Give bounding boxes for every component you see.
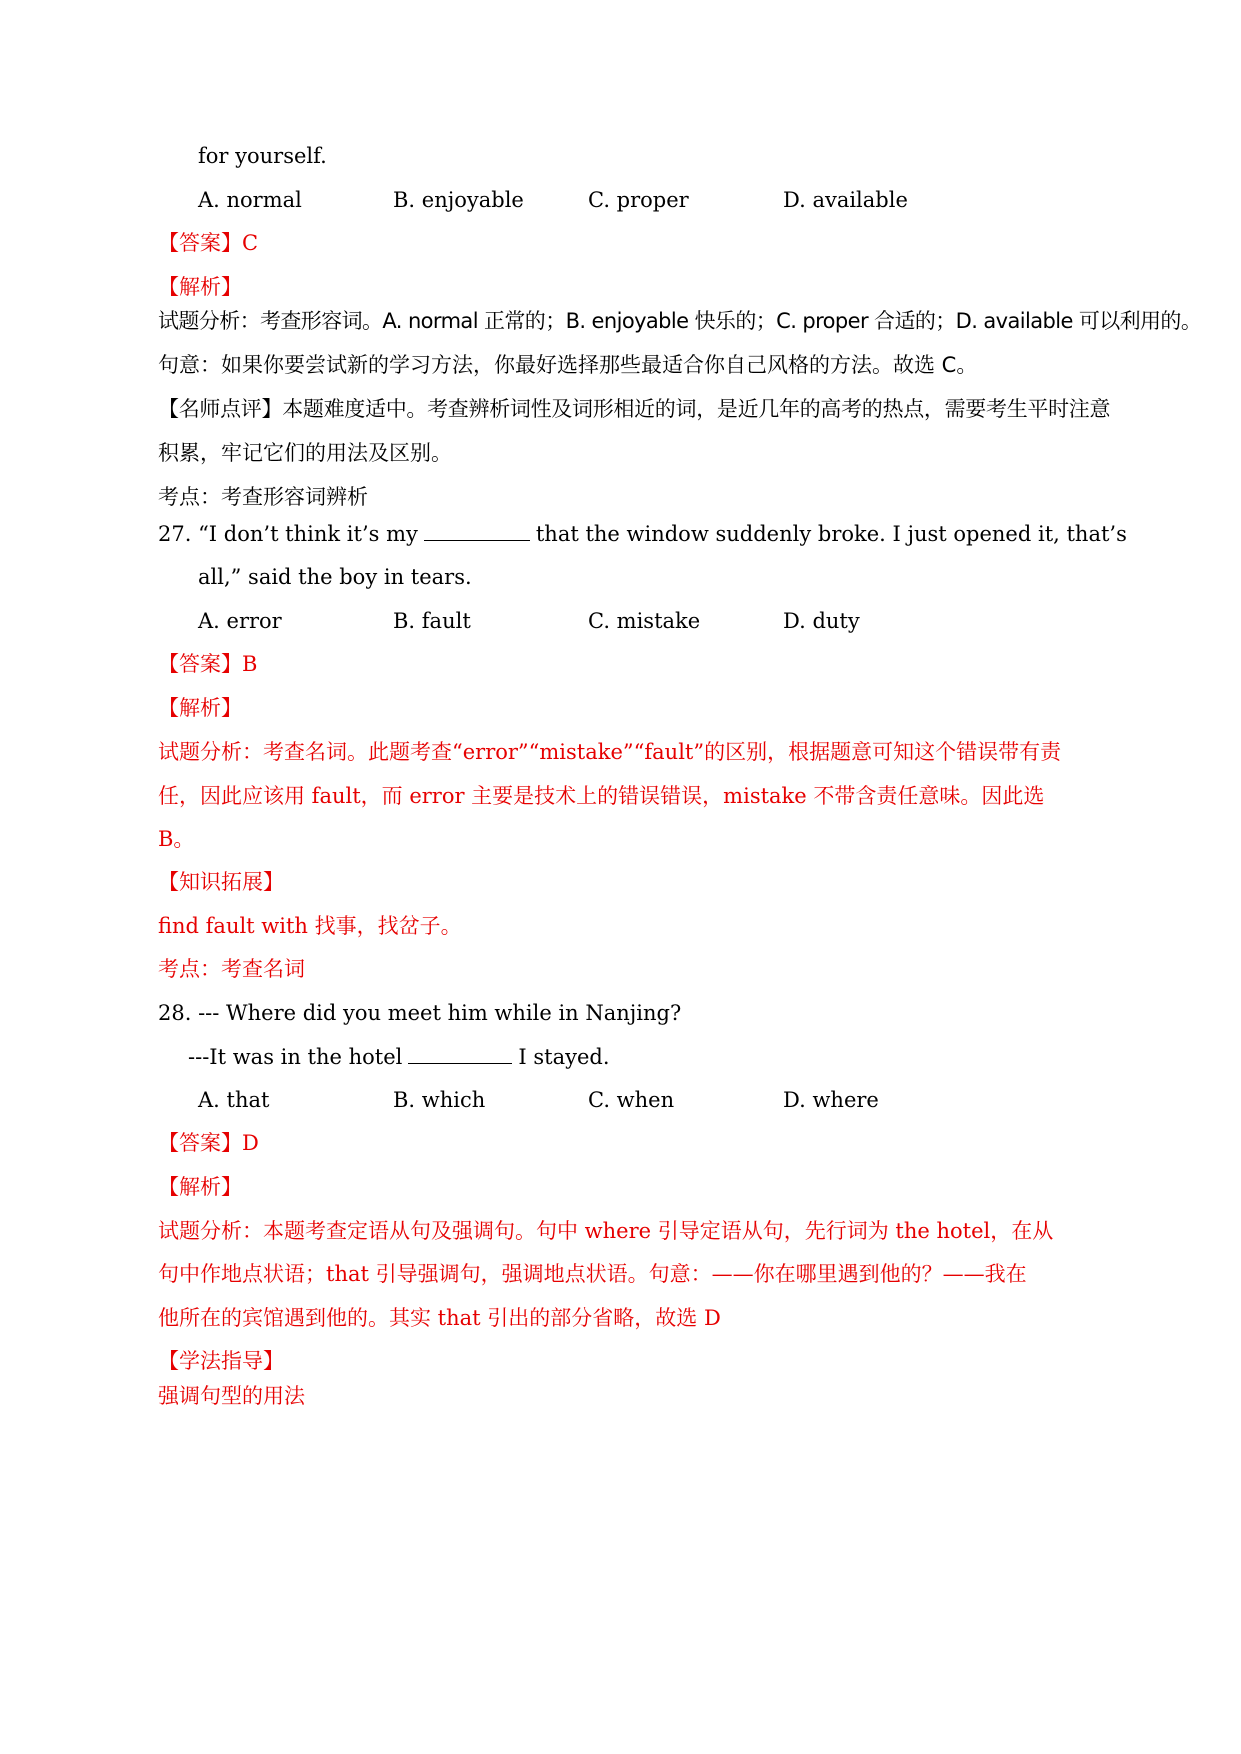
q26-teacher-comment-line-1: 【名师点评】本题难度适中。考查辨析词性及词形相近的词，是近几年的高考的热点，需要考生平时注意 (158, 397, 1111, 421)
q26-analysis-label: 【解析】 (158, 275, 242, 299)
q28-stem-start: ---It was in the hotel (188, 1045, 403, 1069)
q27-extension-label: 【知识拓展】 (158, 870, 284, 894)
q28-option-a: A. that (198, 1088, 270, 1112)
q26-analysis-line-2: 句意：如果你要尝试新的学习方法，你最好选择那些最适合你自己风格的方法。故选 C。 (158, 353, 978, 377)
q27-stem-end: that the window suddenly broke. I just opened it, that’s (535, 522, 1127, 546)
q28-option-b: B. which (393, 1088, 486, 1112)
q27-extension-text: find fault with 找事，找岔子。 (158, 914, 462, 938)
q26-option-c: C. proper (588, 188, 689, 212)
q26-option-d: D. available (783, 188, 908, 212)
q28-method-label: 【学法指导】 (158, 1349, 284, 1373)
q27-stem-line-1 (158, 520, 1127, 548)
q28-method-text: 强调句型的用法 (158, 1384, 305, 1408)
q28-analysis-line-2: 句中作地点状语；that 引导强调句，强调地点状语。句意：——你在哪里遇到他的？——我在 (158, 1262, 1027, 1286)
q27-option-b: B. fault (393, 609, 471, 633)
q28-stem-line-1: 28. --- Where did you meet him while in Nanjing? (158, 1001, 682, 1025)
q27-analysis-line-1: 试题分析：考查名词。此题考查“error”“mistake”“fault”的区别，根据题意可知这个错误带有责 (158, 740, 1062, 764)
q27-analysis-line-2: 任，因此应该用 fault，而 error 主要是技术上的错误错误，mistake 不带含责任意味。因此选 (158, 784, 1045, 808)
q27-knowledge-point: 考点：考查名词 (158, 957, 305, 981)
q28-analysis-label: 【解析】 (158, 1175, 242, 1199)
q27-stem-start: 27. “I don’t think it’s my (158, 522, 418, 546)
q27-analysis-label: 【解析】 (158, 696, 242, 720)
q27-answer: 【答案】B (158, 652, 258, 676)
q28-option-d: D. where (783, 1088, 879, 1112)
q28-analysis-line-1: 试题分析：本题考查定语从句及强调句。句中 where 引导定语从句，先行词为 the hotel，在从 (158, 1219, 1054, 1243)
q27-stem-line-2: all,” said the boy in tears. (198, 565, 472, 589)
q27-option-a: A. error (198, 609, 282, 633)
q26-analysis-line-1: 试题分析：考查形容词。A. normal 正常的；B. enjoyable 快乐的；C. proper 合适的；D. available 可以利用的。 (158, 309, 1202, 333)
q26-answer: 【答案】C (158, 231, 259, 255)
q27-analysis-line-3: B。 (158, 827, 195, 851)
q28-answer: 【答案】D (158, 1131, 259, 1155)
q28-stem-end: I stayed. (518, 1045, 610, 1069)
q26-teacher-comment-line-2: 积累，牢记它们的用法及区别。 (158, 441, 452, 465)
q26-option-b: B. enjoyable (393, 188, 524, 212)
q27-answer-blank (424, 520, 530, 541)
q26-knowledge-point: 考点：考查形容词辨析 (158, 485, 368, 509)
q28-option-c: C. when (588, 1088, 675, 1112)
q28-answer-blank (408, 1043, 512, 1064)
q26-option-a: A. normal (198, 188, 302, 212)
q28-stem-line-2 (188, 1043, 610, 1071)
q26-stem-tail: for yourself. (198, 144, 327, 168)
q28-analysis-line-3: 他所在的宾馆遇到他的。其实 that 引出的部分省略，故选 D (158, 1306, 721, 1330)
q27-option-d: D. duty (783, 609, 860, 633)
q27-option-c: C. mistake (588, 609, 701, 633)
